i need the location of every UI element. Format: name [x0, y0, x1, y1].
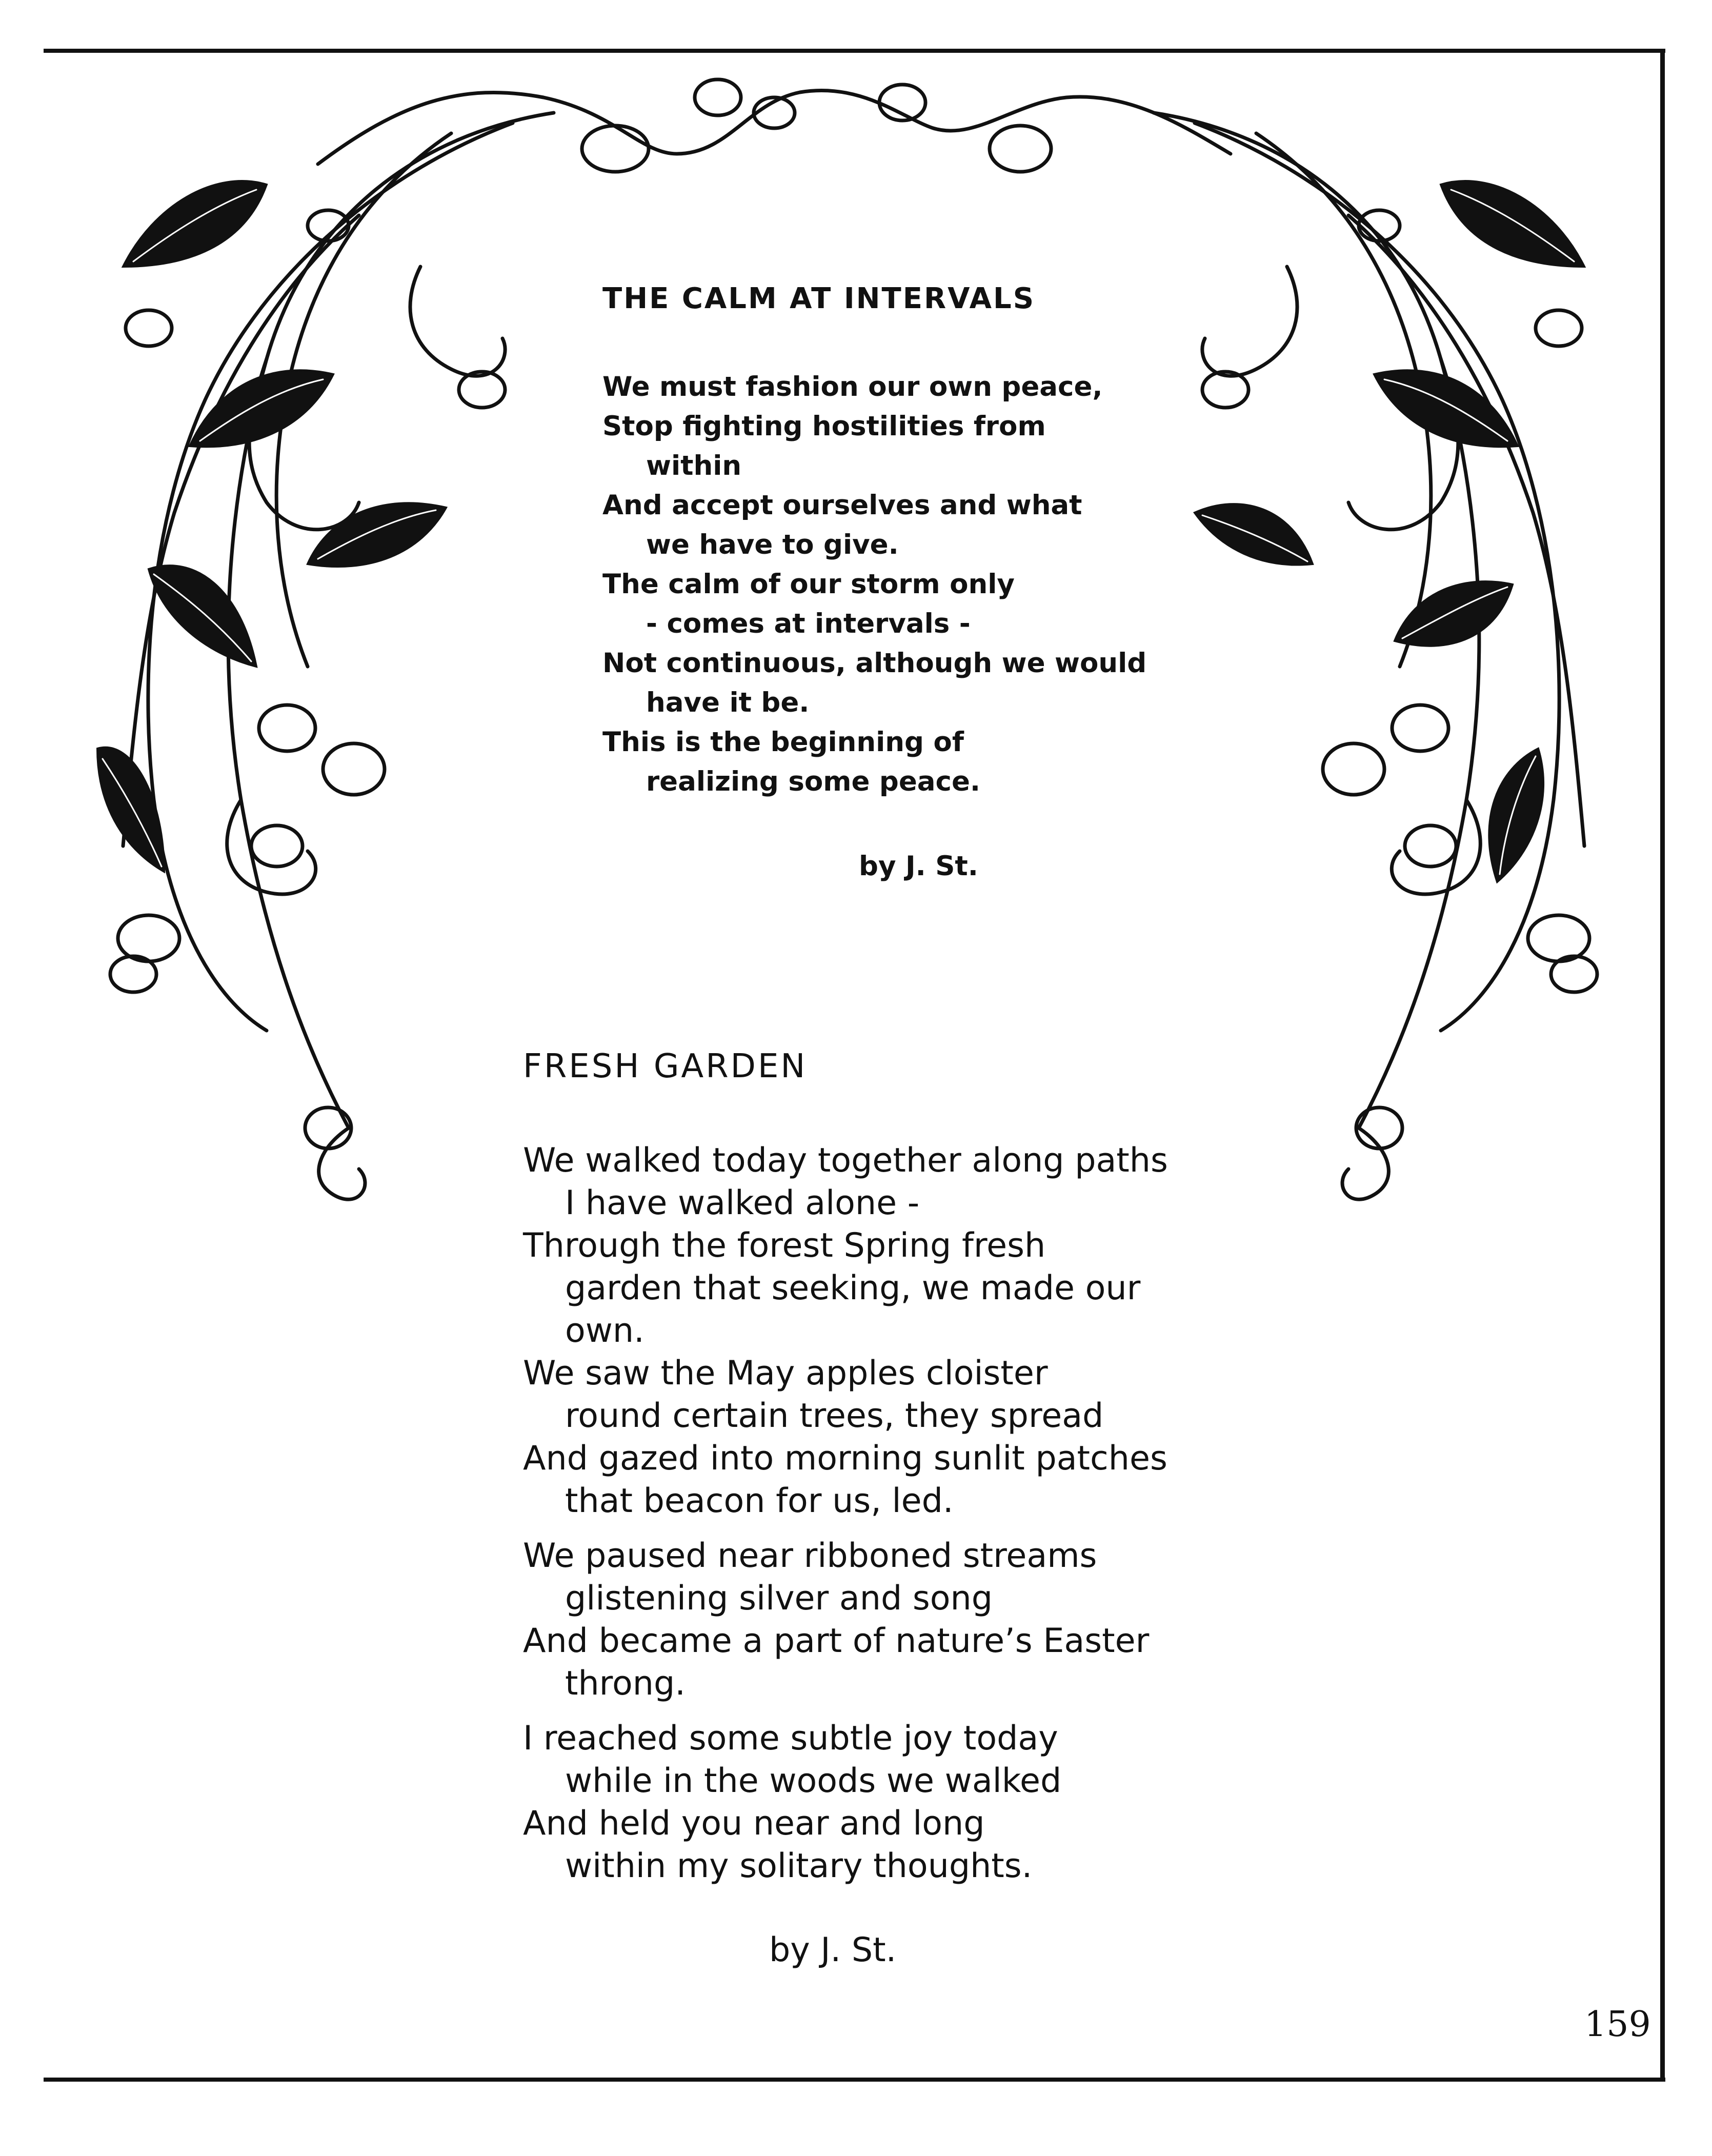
- poem-fresh-garden: [523, 1047, 1241, 1969]
- poem2-line: We paused near ribboned streams: [523, 1537, 1097, 1575]
- poem-calm-at-intervals: [602, 282, 1166, 882]
- top-scroll: [318, 79, 1231, 172]
- poem2-line: And gazed into morning sunlit patches: [523, 1439, 1167, 1478]
- poem2-line: And held you near and long: [523, 1804, 985, 1843]
- poem1-line: realizing some peace.: [646, 766, 981, 797]
- poem2-line: garden that seeking, we made our: [565, 1269, 1141, 1307]
- poem2-stanza: [523, 1535, 1241, 1705]
- right-vine: [1154, 113, 1597, 1199]
- poem2-stanza: [523, 1717, 1241, 1887]
- poem2-line: own.: [565, 1312, 644, 1350]
- poem2-line: round certain trees, they spread: [565, 1397, 1104, 1435]
- poem1-line: have it be.: [646, 687, 810, 718]
- poem1-line: And accept ourselves and what: [602, 490, 1082, 521]
- poem2-line: throng.: [565, 1664, 686, 1703]
- poem2-line: We saw the May apples cloister: [523, 1354, 1048, 1393]
- poem2-line: that beacon for us, led.: [565, 1482, 954, 1520]
- poem1-line: This is the beginning of: [602, 727, 964, 758]
- poem2-line: I have walked alone -: [565, 1184, 920, 1222]
- poem2-byline: by J. St.: [769, 1931, 897, 1969]
- left-vine: [97, 113, 554, 1199]
- poem1-line: within: [646, 450, 742, 481]
- poem1-line: We must fashion our own peace,: [602, 371, 1103, 402]
- poem2-line: while in the woods we walked: [565, 1762, 1062, 1800]
- poem2-line: within my solitary thoughts.: [565, 1847, 1033, 1885]
- poem2-line: We walked today together along paths: [523, 1141, 1168, 1180]
- poem2-line: I reached some subtle joy today: [523, 1719, 1058, 1758]
- poem2-stanza: [523, 1139, 1241, 1522]
- poem1-line: Stop fighting hostilities from: [602, 411, 1046, 442]
- poem2-title: FRESH GARDEN: [523, 1047, 808, 1085]
- poem1-line: we have to give.: [646, 529, 899, 560]
- poem2-line: Through the forest Spring fresh: [523, 1226, 1046, 1265]
- poem1-line: Not continuous, although we would: [602, 648, 1147, 679]
- poem1-line: The calm of our storm only: [602, 569, 1015, 600]
- page-number: 159: [1584, 2004, 1651, 2045]
- poem1-title: THE CALM AT INTERVALS: [602, 282, 1036, 315]
- poem1-byline: by J. St.: [859, 851, 978, 882]
- poem1-line: - comes at intervals -: [646, 608, 971, 639]
- poem2-line: And became a part of nature’s Easter: [523, 1622, 1150, 1660]
- poem2-line: glistening silver and song: [565, 1579, 993, 1618]
